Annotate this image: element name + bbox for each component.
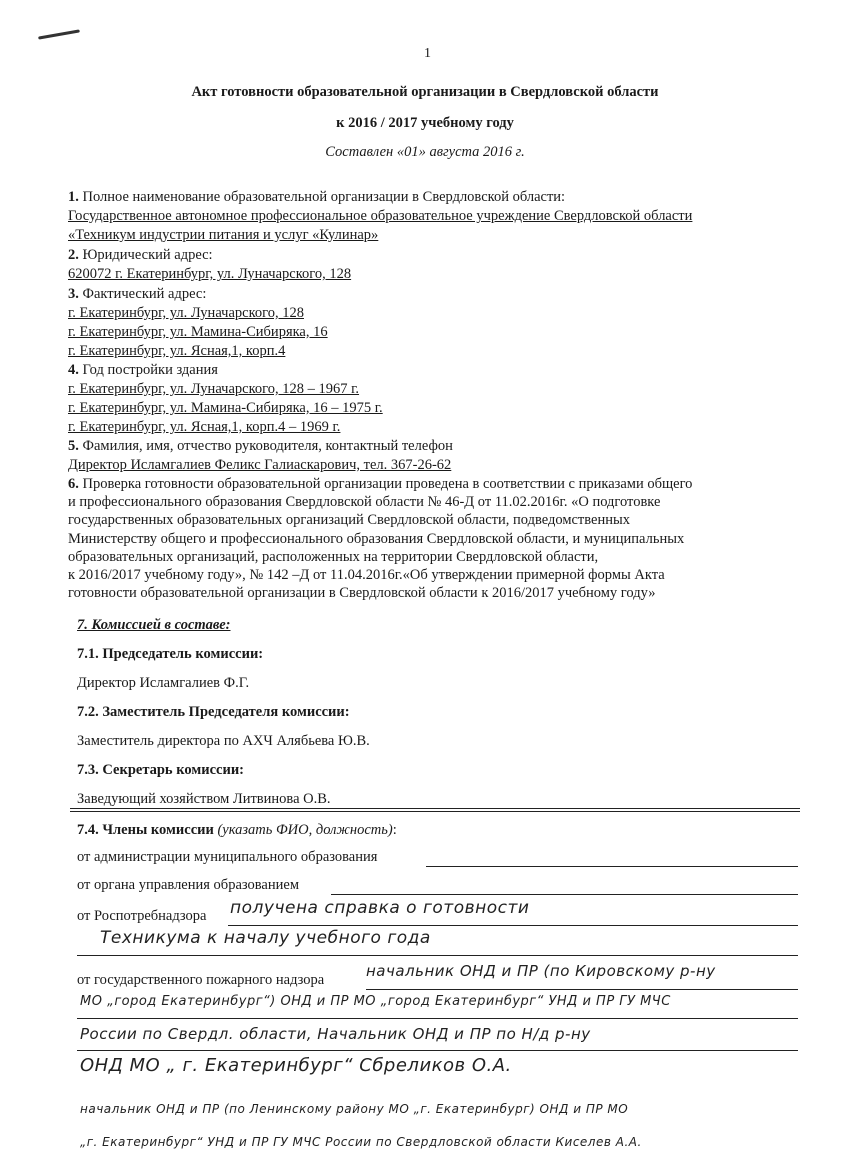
secretary-label: 7.3. Секретарь комиссии: (77, 762, 244, 778)
fire-handwriting-6: „г. Екатеринбург“ УНД и ПР ГУ МЧС России по Свердловской области Киселев А.А. (80, 1135, 642, 1149)
fire-handwriting-2: МО „город Екатеринбург“) ОНД и ПР МО „город Екатеринбург“ УНД и ПР ГУ МЧС (80, 994, 671, 1009)
divider-bottom (70, 811, 800, 812)
section-5 (68, 437, 798, 475)
page-number: 1 (424, 46, 431, 61)
s1-value-1: Государственное автономное профессиональное образовательное учреждение Свердловской области (68, 208, 693, 224)
deputy-label: 7.2. Заместитель Председателя комиссии: (77, 704, 350, 720)
deputy-value: Заместитель директора по АХЧ Алябьева Ю.В. (77, 733, 370, 749)
section-4 (68, 361, 798, 437)
rpn-handwriting-1: получена справка о готовности (230, 898, 530, 918)
s6-line-6: к 2016/2017 учебному году», № 142 –Д от 11.04.2016г.«Об утверждении примерной формы Акта (68, 567, 665, 584)
s1-label: Полное наименование образовательной организации в Свердловской области: (78, 189, 566, 205)
section-1 (68, 188, 798, 245)
from-admin-line[interactable] (426, 866, 798, 867)
chair-value: Директор Исламгалиев Ф.Г. (77, 675, 250, 691)
fire-line-1[interactable] (366, 989, 798, 990)
s6-line-7: готовности образовательной организации в Свердловской области к 2016/2017 учебному году» (68, 585, 656, 602)
s6-line-4: Министерству общего и профессионального образования Свердловской области, и муниципальных (68, 530, 685, 547)
s5-num: 5. (68, 438, 79, 454)
members-label: 7.4. Члены комиссии (77, 822, 214, 838)
rpn-line-1[interactable] (228, 925, 798, 926)
chair-label: 7.1. Председатель комиссии: (77, 646, 264, 662)
s5-label: Фамилия, имя, отчество руководителя, контактный телефон (78, 438, 453, 454)
s3-address-3: г. Екатеринбург, ул. Ясная,1, корп.4 (68, 343, 286, 359)
s2-num: 2. (68, 247, 79, 263)
s4-num: 4. (68, 362, 79, 378)
s2-label: Юридический адрес: (78, 247, 213, 263)
s4-year-1: г. Екатеринбург, ул. Луначарского, 128 – 1967 г. (68, 381, 360, 397)
members-colon: : (392, 822, 397, 838)
rpn-line-2[interactable] (77, 955, 798, 956)
fire-line-2[interactable] (77, 1018, 798, 1019)
from-rpn-label: от Роспотребнадзора (77, 908, 207, 924)
from-edu-line[interactable] (331, 894, 798, 895)
s3-address-1: г. Екатеринбург, ул. Луначарского, 128 (68, 305, 304, 321)
s5-value: Директор Исламгалиев Феликс Галиаскарович, тел. 367-26-62 (68, 457, 452, 473)
document-subtitle: к 2016 / 2017 учебному году (336, 115, 514, 131)
fire-handwriting-4: ОНД МО „ г. Екатеринбург“ Сбреликов О.А. (80, 1055, 512, 1076)
section-7-heading: 7. Комиссией в составе: (77, 617, 231, 633)
divider-top (70, 808, 800, 809)
pen-mark (38, 29, 80, 39)
secretary-value: Заведующий хозяйством Литвинова О.В. (77, 791, 331, 807)
document-title: Акт готовности образовательной организации в Свердловской области (191, 84, 659, 100)
section-2 (68, 246, 798, 284)
s2-value: 620072 г. Екатеринбург, ул. Луначарского, 128 (68, 266, 352, 282)
from-edu-label: от органа управления образованием (77, 877, 299, 893)
fire-handwriting-5: начальник ОНД и ПР (по Ленинскому району МО „г. Екатеринбург) ОНД и ПР МО (80, 1102, 629, 1116)
s4-year-2: г. Екатеринбург, ул. Мамина-Сибиряка, 16 – 1975 г. (68, 400, 383, 416)
members-hint: (указать ФИО, должность) (213, 822, 393, 838)
s6-line-3: государственных образовательных организаций Свердловской области, подведомственных (68, 512, 630, 529)
from-admin-label: от администрации муниципального образования (77, 849, 378, 865)
from-fire-label: от государственного пожарного надзора (77, 972, 325, 988)
section-6 (68, 475, 798, 602)
s3-num: 3. (68, 286, 79, 302)
members-label-row (77, 822, 397, 839)
s6-line-2: и профессионального образования Свердловской области № 46-Д от 11.02.2016г. «О подготовке (68, 494, 661, 511)
s1-num: 1. (68, 189, 79, 205)
compiled-date: Составлен «01» августа 2016 г. (325, 144, 525, 160)
fire-handwriting-3: России по Свердл. области, Начальник ОНД и ПР по Н/д р-ну (80, 1025, 591, 1043)
fire-handwriting-1: начальник ОНД и ПР (по Кировскому р-ну (366, 962, 716, 980)
s6-line-5: образовательных организаций, расположенных на территории Свердловской области, (68, 548, 599, 565)
rpn-handwriting-2: Техникума к началу учебного года (100, 928, 431, 948)
s6-line-1: Проверка готовности образовательной организации проведена в соответствии с приказами общего (78, 476, 693, 492)
s4-year-3: г. Екатеринбург, ул. Ясная,1, корп.4 – 1969 г. (68, 419, 341, 435)
section-3 (68, 285, 798, 361)
s4-label: Год постройки здания (78, 362, 218, 378)
fire-line-3[interactable] (77, 1050, 798, 1051)
s3-address-2: г. Екатеринбург, ул. Мамина-Сибиряка, 16 (68, 324, 328, 340)
s1-value-2: «Техникум индустрии питания и услуг «Кулинар» (68, 227, 379, 243)
s3-label: Фактический адрес: (78, 286, 207, 302)
s6-num: 6. (68, 476, 79, 492)
